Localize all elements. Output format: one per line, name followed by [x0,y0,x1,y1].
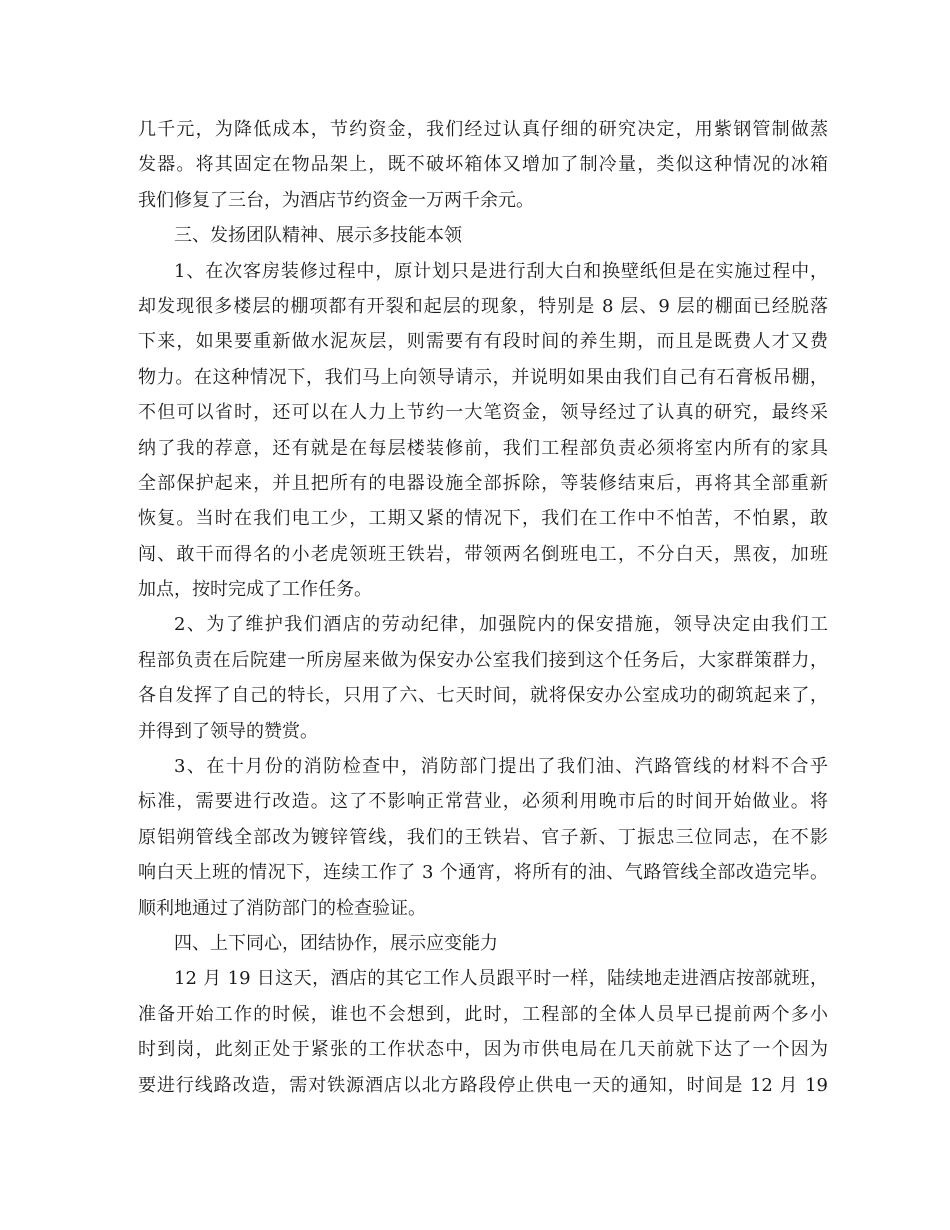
paragraph-line: 时到岗，此刻正处于紧张的工作状态中，因为市供电局在几天前就下达了一个因为 [138,1039,828,1061]
paragraph-line: 标准，需要进行改造。这了不影响正常营业，必须利用晚市后的时间开始做业。将 [138,791,828,813]
paragraph-line: 顺利地通过了消防部门的检查验证。 [138,897,426,919]
paragraph-line: 加点，按时完成了工作任务。 [138,579,372,601]
paragraph-line: 闯、敢干而得名的小老虎领班王铁岩，带领两名倒班电工，不分白天，黑夜，加班 [138,543,828,565]
paragraph-line: 并得到了领导的赞赏。 [138,720,318,742]
paragraph-line: 纳了我的荐意，还有就是在每层楼装修前，我们工程部负责必须将室内所有的家具 [138,437,828,459]
paragraph-line: 准备开始工作的时候，谁也不会想到，此时，工程部的全体人员早已提前两个多小 [138,1003,828,1025]
paragraph-line: 物力。在这种情况下，我们马上向领导请示，并说明如果由我们自己有石膏板吊棚， [138,366,828,388]
paragraph-line: 1、在次客房装修过程中，原计划只是进行刮大白和换壁纸但是在实施过程中， [174,260,828,282]
paragraph-line: 3、在十月份的消防检查中，消防部门提出了我们油、汽路管线的材料不合乎 [174,756,828,778]
paragraph-line: 几千元，为降低成本，节约资金，我们经过认真仔细的研究决定，用紫钢管制做蒸 [138,119,828,140]
paragraph-line: 不但可以省时，还可以在人力上节约一大笔资金，领导经过了认真的研究，最终采 [138,402,828,424]
paragraph-line: 我们修复了三台，为酒店节约资金一万两千余元。 [138,189,534,211]
paragraph-line: 响白天上班的情况下，连续工作了 3 个通宵，将所有的油、气路管线全部改造完毕。 [138,862,828,884]
document-body [138,112,828,1103]
paragraph-line: 要进行线路改造，需对铁源酒店以北方路段停止供电一天的通知，时间是 12 月 19 [138,1074,828,1096]
paragraph-line: 各自发挥了自己的特长，只用了六、七天时间，就将保安办公室成功的砌筑起来了， [138,685,828,707]
paragraph-line: 却发现很多楼层的棚项都有开裂和起层的现象，特别是 8 层、9 层的棚面已经脱落 [138,295,828,317]
paragraph-line: 恢复。当时在我们电工少，工期又紧的情况下，我们在工作中不怕苦，不怕累，敢 [138,508,828,530]
paragraph-line: 发器。将其固定在物品架上，既不破坏箱体又增加了制冷量，类似这种情况的冰箱 [138,154,828,176]
paragraph-line: 原铝朔管线全部改为镀锌管线，我们的王铁岩、官子新、丁振忠三位同志，在不影 [138,826,828,848]
section-heading: 三、发扬团队精神、展示多技能本领 [174,225,462,247]
paragraph-line: 12 月 19 日这天，酒店的其它工作人员跟平时一样，陆续地走进酒店按部就班， [174,968,828,990]
paragraph-line: 程部负责在后院建一所房屋来做为保安办公室我们接到这个任务后，大家群策群力， [138,649,828,671]
paragraph-line: 下来，如果要重新做水泥灰层，则需要有有段时间的养生期，而且是既费人才又费 [138,331,828,353]
section-heading: 四、上下同心，团结协作，展示应变能力 [174,932,498,954]
paragraph-line: 全部保护起来，并且把所有的电器设施全部拆除，等装修结束后，再将其全部重新 [138,472,828,494]
paragraph-line: 2、为了维护我们酒店的劳动纪律，加强院内的保安措施，领导决定由我们工 [174,614,828,636]
